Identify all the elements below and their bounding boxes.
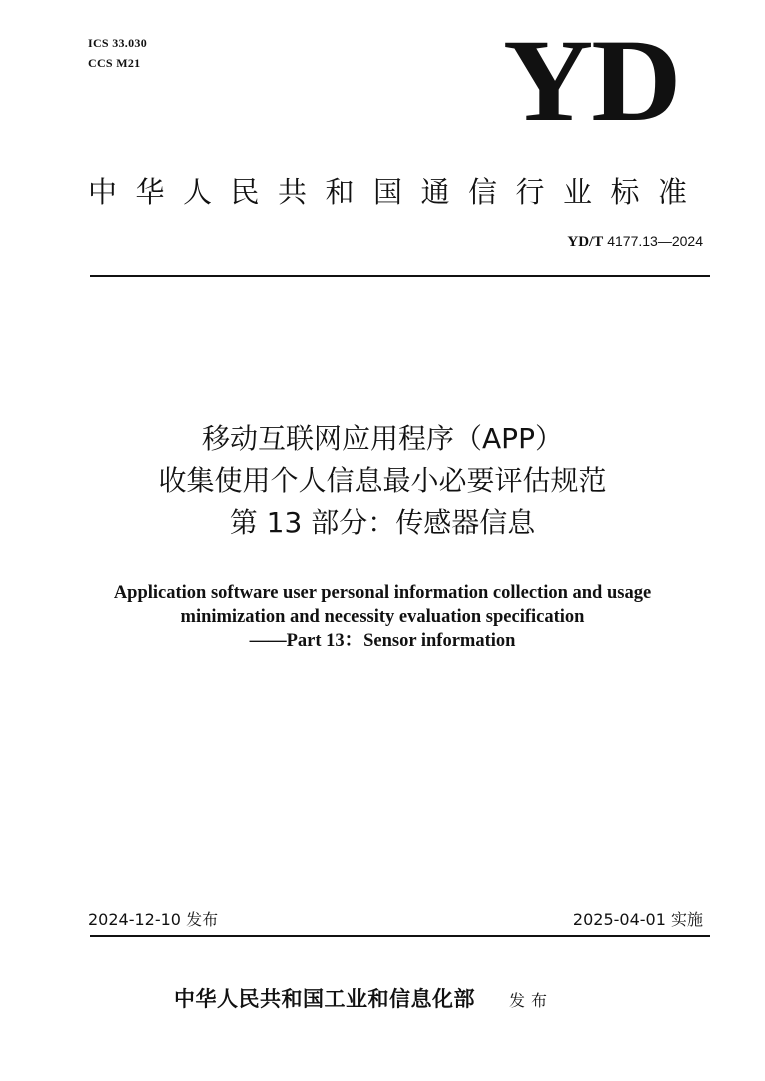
english-title-line-3: ——Part 13：Sensor information	[249, 631, 516, 651]
issuing-organization: 中华人民共和国工业和信息化部	[174, 986, 475, 1011]
chinese-title-line-2: 收集使用个人信息最小必要评估规范	[158, 464, 607, 497]
chinese-title	[40, 418, 725, 544]
standard-prefix: YD/T	[567, 234, 604, 250]
standard-number	[567, 233, 703, 251]
ics-code: ICS 33.030	[88, 36, 148, 50]
chinese-title-line-1: 移动互联网应用程序（APP）	[202, 422, 563, 455]
publication-date: 2024-12-10 发布	[88, 910, 219, 929]
industry-standard-title: 中华人民共和国通信行业标准	[88, 175, 706, 209]
top-divider	[90, 275, 710, 277]
implementation-date: 2025-04-01 实施	[572, 910, 703, 929]
english-title	[40, 581, 725, 653]
english-title-line-1: Application software user personal information collection and usage	[113, 583, 652, 603]
issuer	[174, 983, 553, 1013]
issue-action: 发布	[509, 991, 554, 1010]
bottom-divider	[90, 935, 710, 937]
standard-code: 4177.13—2024	[607, 233, 703, 249]
ccs-code: CCS M21	[88, 56, 141, 70]
chinese-title-line-3: 第 13 部分：传感器信息	[229, 506, 536, 539]
yd-logo: YD	[502, 15, 679, 146]
english-title-line-2: minimization and necessity evaluation specification	[180, 607, 585, 627]
